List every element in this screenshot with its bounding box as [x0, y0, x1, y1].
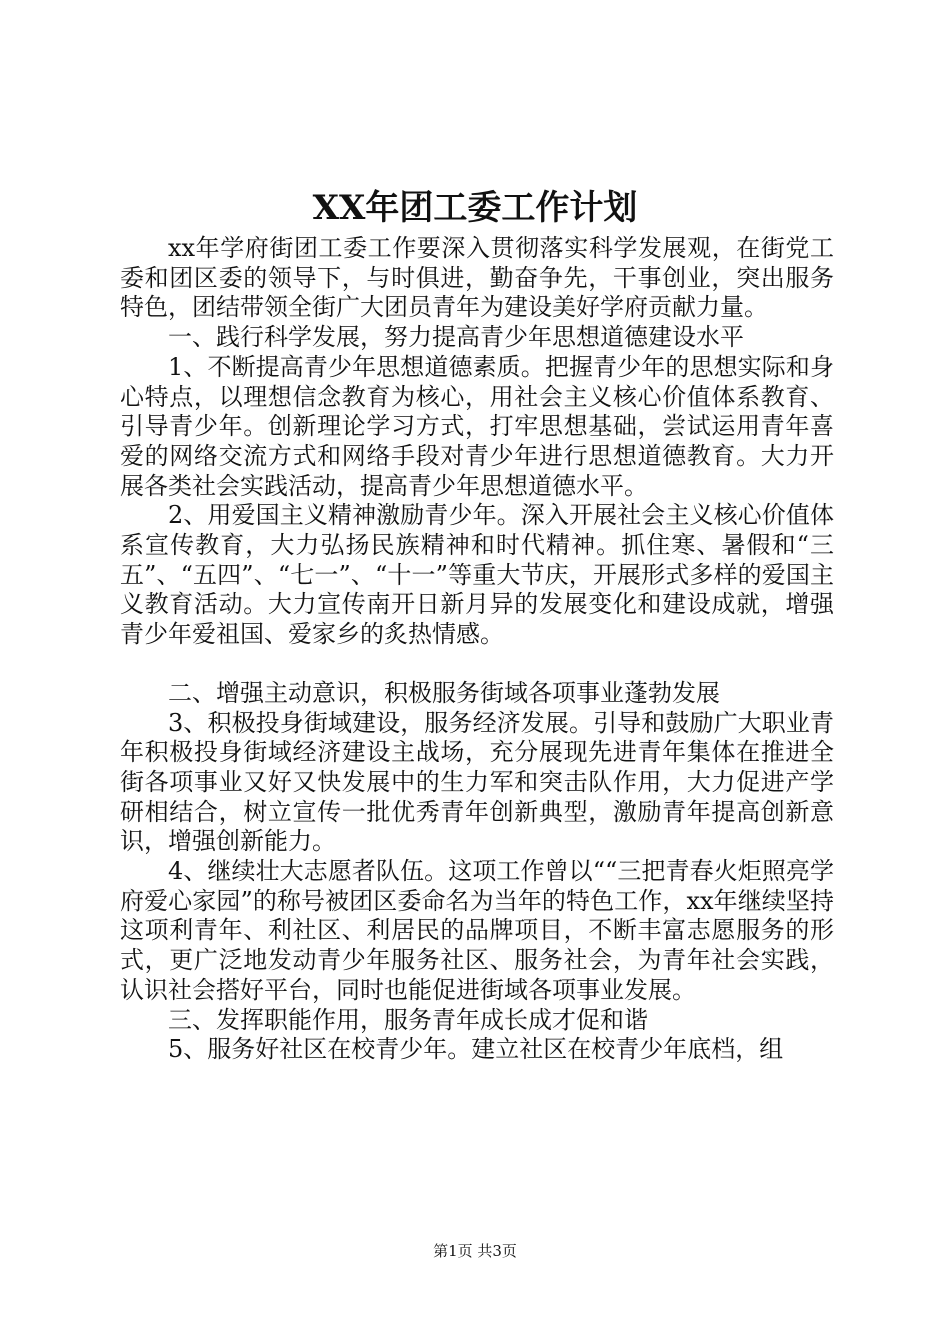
item-paragraph-5: 5、服务好社区在校青少年。建立社区在校青少年底档，组 [168, 1035, 784, 1064]
section-heading-1: 一、践行科学发展，努力提高青少年思想道德建设水平 [168, 323, 744, 352]
section-heading-2: 二、增强主动意识，积极服务街域各项事业蓬勃发展 [168, 678, 720, 707]
item-paragraph-2: 2、用爱国主义精神激励青少年。深入开展社会主义核心价值体系宣传教育，大力弘扬民族精神和时代精神。抓住寒、暑假和“三五”、“五四”、“七一”、“十一”等重大节庆，开展形式多样的爱国主义教育活动。大力宣传南开日新月异的发展变化和建设成就，增强青少年爱祖国、爱家乡的炙热情感。 [120, 501, 834, 649]
document-title: XX年团工委工作计划 [312, 188, 638, 228]
page-indicator: 第1页 共3页 [433, 1242, 517, 1260]
item-paragraph-1: 1、不断提高青少年思想道德素质。把握青少年的思想实际和身心特点，以理想信念教育为核心，用社会主义核心价值体系教育、引导青少年。创新理论学习方式，打牢思想基础，尝试运用青年喜爱的网络交流方式和网络手段对青少年进行思想道德教育。大力开展各类社会实践活动，提高青少年思想道德水平。 [120, 352, 834, 500]
item-paragraph-3: 3、积极投身街域建设，服务经济发展。引导和鼓励广大职业青年积极投身街域经济建设主战场，充分展现先进青年集体在推进全街各项事业又好又快发展中的生力军和突击队作用，大力促进产学研相结合，树立宣传一批优秀青年创新典型，激励青年提高创新意识，增强创新能力。 [120, 708, 834, 856]
document-body [120, 234, 834, 1065]
item-paragraph-4: 4、继续壮大志愿者队伍。这项工作曾以““三把青春火炬照亮学府爱心家园”的称号被团区委命名为当年的特色工作，xx年继续坚持这项利青年、利社区、利居民的品牌项目，不断丰富志愿服务的形式，更广泛地发动青少年服务社区、服务社会，为青年社会实践，认识社会搭好平台，同时也能促进街域各项事业发展。 [120, 857, 834, 1004]
section-heading-3: 三、发挥职能作用，服务青年成长成才促和谐 [168, 1005, 648, 1034]
intro-paragraph: xx年学府街团工委工作要深入贯彻落实科学发展观，在街党工委和团区委的领导下，与时俱进，勤奋争先，干事创业，突出服务特色，团结带领全街广大团员青年为建设美好学府贡献力量。 [120, 234, 834, 322]
